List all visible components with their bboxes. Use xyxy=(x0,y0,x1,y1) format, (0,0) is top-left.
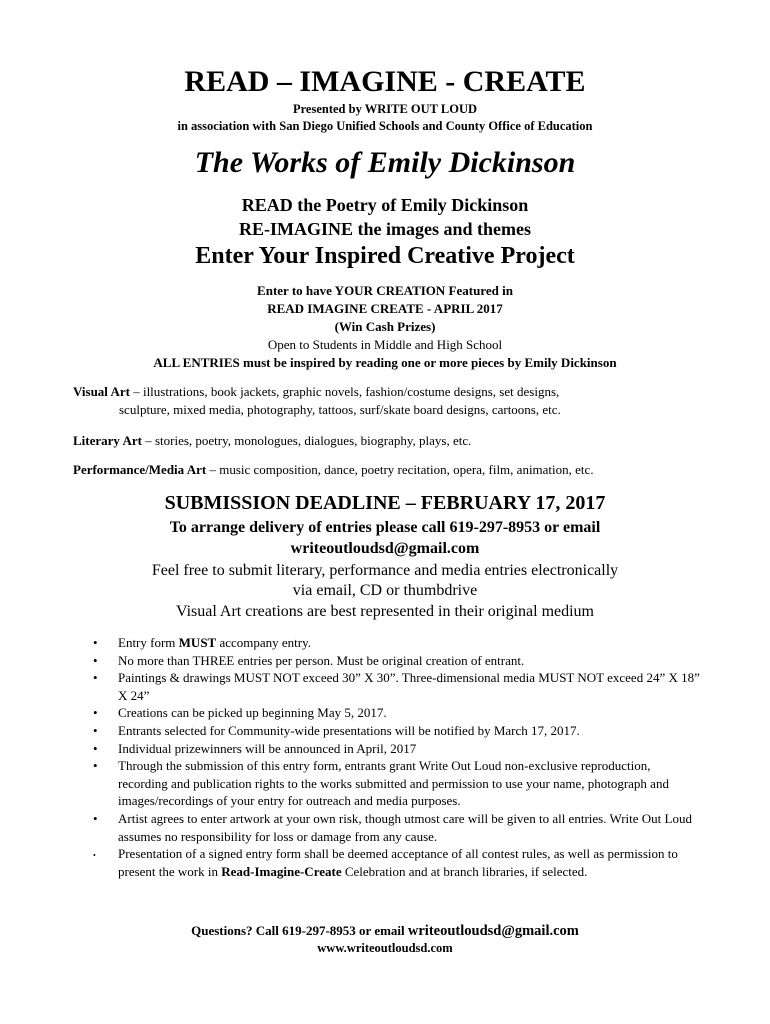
list-item: • Paintings & drawings MUST NOT exceed 30” X 30”. Three-dimensional media MUST NOT exceed 24” X 18” X 24” xyxy=(93,670,700,703)
website-url: www.writeoutloudsd.com xyxy=(317,941,453,955)
flyer-title: READ – IMAGINE - CREATE xyxy=(184,65,586,98)
read-line: READ the Poetry of Emily Dickinson xyxy=(241,195,529,215)
bullet-icon: • xyxy=(93,722,98,738)
bullet-icon: • xyxy=(93,740,98,756)
electronic-submission-line: Feel free to submit literary, performance and media entries electronically xyxy=(151,562,619,579)
questions-text: Questions? Call 619-297-8953 or email xyxy=(191,923,408,938)
category-desc: – music composition, dance, poetry recitation, opera, film, animation, etc. xyxy=(206,462,594,477)
bullet-icon: • xyxy=(93,705,98,721)
category-desc-continued: sculpture, mixed media, photography, tattoos, surf/skate board designs, cartoons, etc. xyxy=(119,402,561,417)
prizes-line: (Win Cash Prizes) xyxy=(334,319,436,334)
category-literary-art xyxy=(73,432,703,450)
list-item: • Entry form MUST accompany entry. xyxy=(93,635,312,650)
list-item: • Through the submission of this entry form, entrants grant Write Out Loud non-exclusive reproduction, recording and publication rights to the works submitted and permission to use your name, photograph and images/recordings of your entry for outreach and media purposes. xyxy=(93,758,669,809)
bullet-icon: • xyxy=(93,652,98,668)
contact-email: writeoutloudsd@gmail.com xyxy=(290,540,480,557)
presented-by: Presented by WRITE OUT LOUD xyxy=(292,102,478,116)
bullet-icon: • xyxy=(93,758,98,774)
list-item: • Artist agrees to enter artwork at your own risk, though utmost care will be given to all entries. Write Out Loud assumes no responsibility for loss or damage from any cause. xyxy=(93,810,692,844)
bullet-icon: • xyxy=(93,670,98,686)
bullet-icon: • xyxy=(93,851,96,861)
category-name: Visual Art xyxy=(73,384,130,399)
list-item: • No more than THREE entries per person. Must be original creation of entrant. xyxy=(93,652,525,668)
submission-deadline: SUBMISSION DEADLINE – FEBRUARY 17, 2017 xyxy=(164,492,606,514)
electronic-media-line: via email, CD or thumbdrive xyxy=(292,582,478,599)
questions-email: writeoutloudsd@gmail.com xyxy=(407,923,579,939)
list-item: • Presentation of a signed entry form shall be deemed acceptance of all contest rules, as well as permission to present the work in Read-Imagine-Create Celebration and at branch libraries, if selected. xyxy=(93,846,678,879)
bullet-icon: • xyxy=(93,810,98,826)
association-line: in association with San Diego Unified Schools and County Office of Education xyxy=(177,119,593,133)
list-item: • Creations can be picked up beginning May 5, 2017. xyxy=(93,705,387,721)
feature-line: Enter to have YOUR CREATION Featured in xyxy=(257,283,513,298)
rules-list xyxy=(93,634,703,880)
category-name: Performance/Media Art xyxy=(73,462,207,477)
event-line: READ IMAGINE CREATE - APRIL 2017 xyxy=(267,301,503,316)
reimagine-line: RE-IMAGINE the images and themes xyxy=(239,219,531,239)
enter-project-heading: Enter Your Inspired Creative Project xyxy=(195,243,575,269)
questions-line xyxy=(0,922,770,940)
bullet-icon: • xyxy=(93,635,98,650)
flyer-subtitle: The Works of Emily Dickinson xyxy=(194,146,576,179)
eligibility-line: Open to Students in Middle and High School xyxy=(267,337,503,352)
list-item: • Entrants selected for Community-wide presentations will be notified by March 17, 2017. xyxy=(93,722,580,738)
category-visual-art xyxy=(73,383,703,419)
list-item: • Individual prizewinners will be announced in April, 2017 xyxy=(93,740,417,756)
visual-art-note: Visual Art creations are best represented in their original medium xyxy=(175,603,594,620)
category-name: Literary Art xyxy=(73,433,142,448)
category-performance-media-art xyxy=(73,461,703,479)
category-desc: – stories, poetry, monologues, dialogues, biography, plays, etc. xyxy=(141,433,472,448)
delivery-instructions: To arrange delivery of entries please call 619-297-8953 or email xyxy=(169,519,601,536)
inspiration-requirement: ALL ENTRIES must be inspired by reading one or more pieces by Emily Dickinson xyxy=(153,355,617,370)
category-desc: – illustrations, book jackets, graphic novels, fashion/costume designs, set designs, xyxy=(129,384,560,399)
